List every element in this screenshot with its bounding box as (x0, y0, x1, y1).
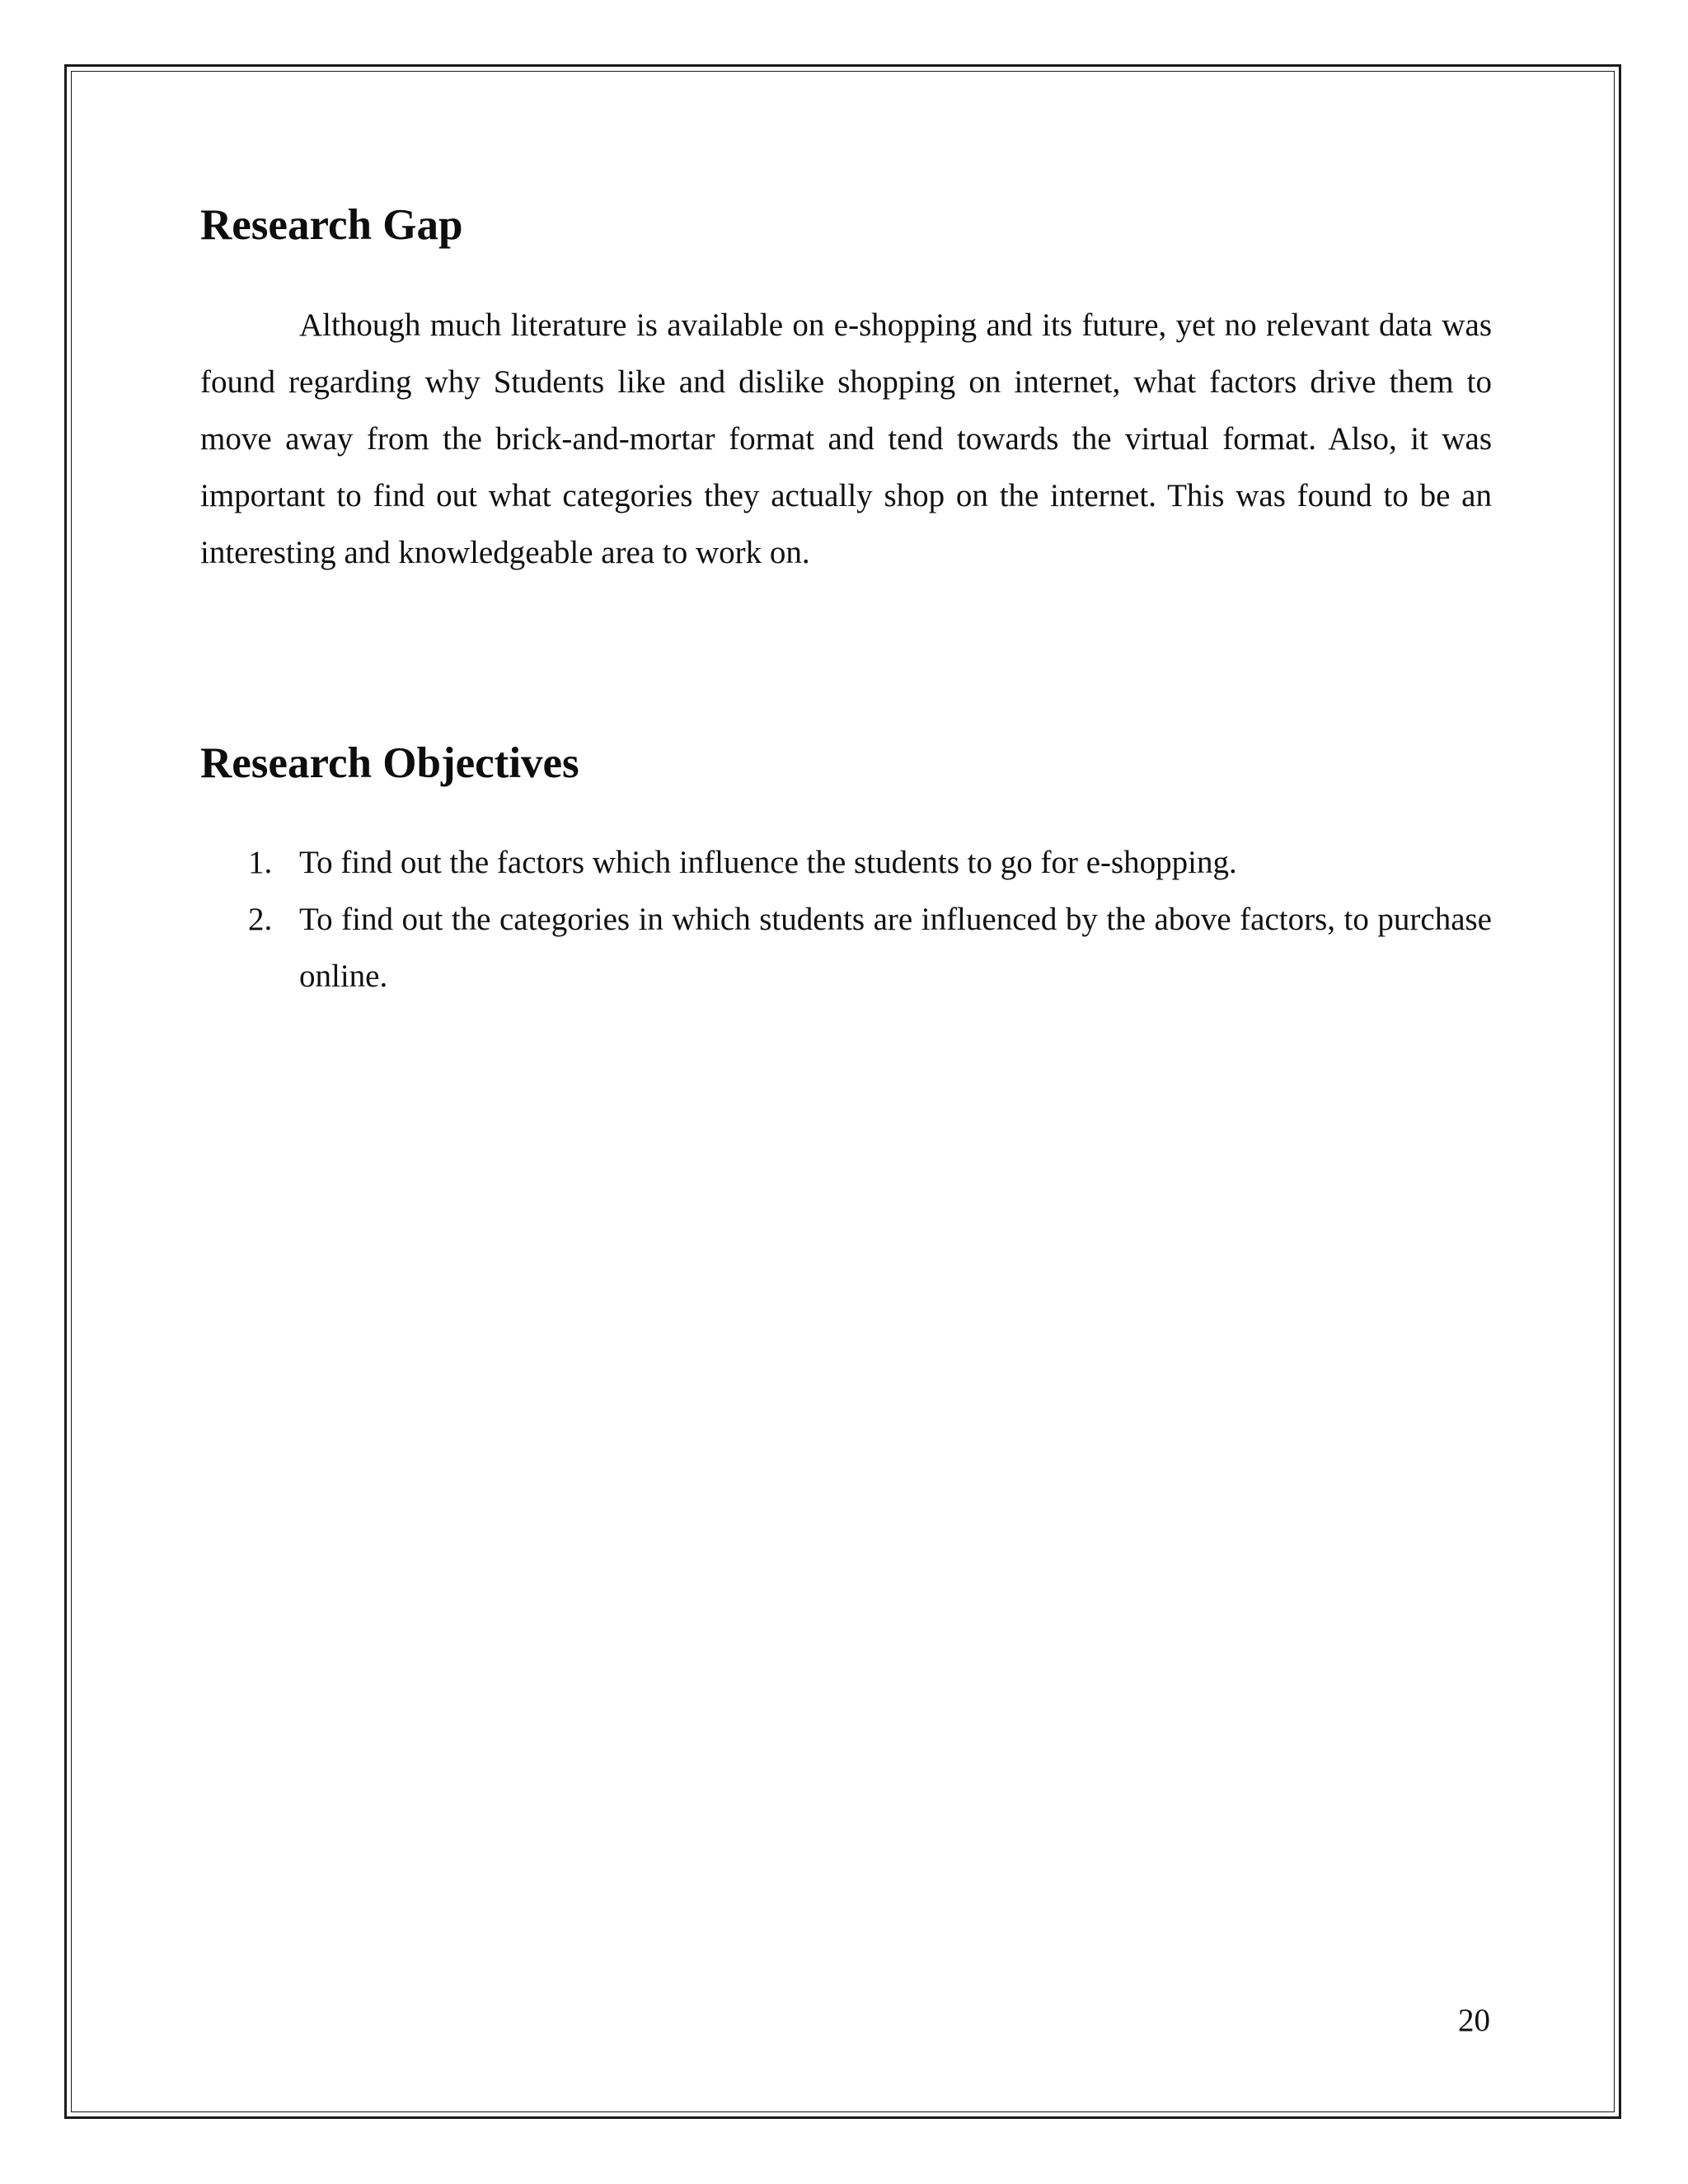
objective-number: 1. (248, 845, 273, 881)
objectives-list (200, 834, 1492, 1005)
objective-item (200, 891, 1492, 1005)
research-objectives-heading: Research Objectives (200, 738, 579, 787)
objective-text: To find out the factors which influence the students to go for e-shopping. (299, 845, 1237, 881)
page-content (200, 188, 1492, 1005)
objective-text: To find out the categories in which students are influenced by the above factors, to purchase online. (299, 902, 1492, 995)
research-gap-paragraph: Although much literature is available on e-shopping and its future, yet no relevant data was found regarding why Students like and dislike shopping on internet, what factors drive them to move away from the brick-and-mortar format and tend towards the virtual format. Also, it was important to find out what categories they actually shop on the internet. This was found to be an interesting and knowledgeable area to work on. (200, 307, 1492, 570)
research-gap-heading: Research Gap (200, 201, 463, 249)
objective-item (200, 834, 1492, 891)
objective-number: 2. (248, 902, 273, 938)
page-number: 20 (1458, 2003, 1490, 2038)
